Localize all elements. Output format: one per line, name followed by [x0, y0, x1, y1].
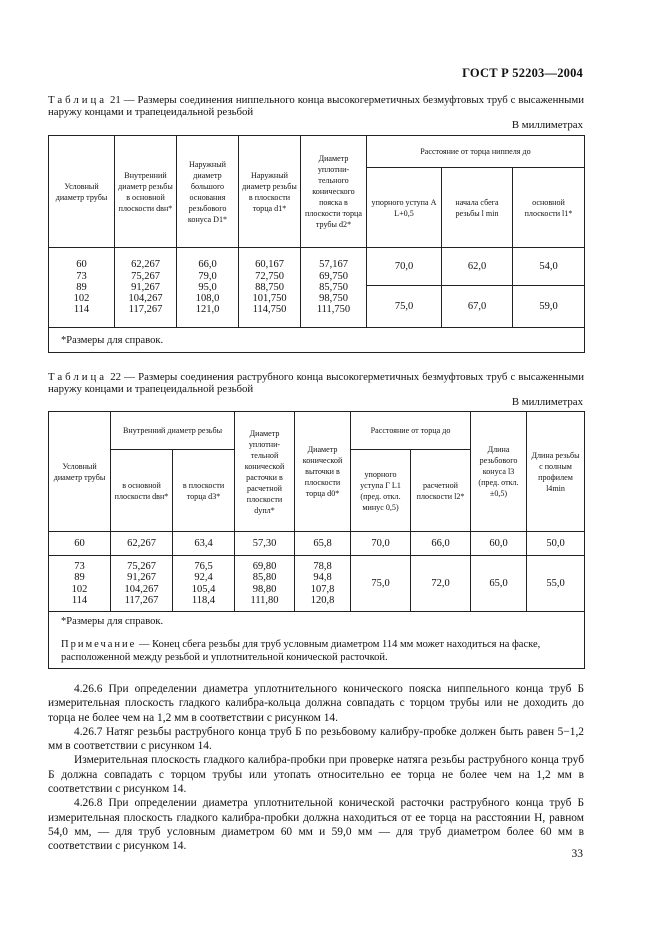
t22-header-dist-calc: расчетной плоскости l2*: [411, 450, 471, 532]
t22-groove-4: 120,8: [310, 594, 335, 606]
t22-seal-bore-3: 98,80: [252, 583, 277, 595]
t22-inner-base-1: 75,267: [127, 561, 156, 573]
paragraph-4-26-8: 4.26.8 При определении диаметра уплотнительной конической расточки раструбного конца труб Б измерительная плоскость гладкого калибра-пробки должна находиться от ее торца на расстоянии Н, равном 54,0 мм, — для труб условным диаметром 60 мм и 59,0 мм — для труб диаметром более 60 мм в соответствии с рисунком 14.: [48, 797, 584, 853]
t22-inner-base-3: 104,267: [124, 583, 159, 595]
table22-caption-text: 22 — Размеры соединения раструбного конца высокогерметичных безмуфтовых труб с высаженными наружу концами и трапецеидальной резьбой: [48, 371, 584, 395]
t22-seal-bore-1: 69,80: [252, 561, 277, 573]
t21-inner-4: 104,267: [128, 293, 163, 305]
t21-header-inner: Внутренний диаметр резьбы в основной плоскости dвн*: [115, 136, 177, 248]
t22-row60-nominal: 60: [49, 532, 111, 556]
t22-inner-end-1: 76,5: [194, 561, 213, 573]
t21-header-nominal: Условный диаметр трубы: [49, 136, 115, 248]
paragraph-4-26-6: 4.26.6 При определении диаметра уплотнительного конического пояска ниппельного конца труб Б измерительная плоскость гладкого калибра-кольца должна совпадать с торцом трубы или не доходить до торца не более чем на 1,2 мм в соответствии с рисунком 14.: [48, 683, 584, 724]
table22: [48, 411, 585, 669]
t22-header-inner-group: Внутренний диаметр резьбы: [111, 412, 235, 450]
t22-row60-groove: 65,8: [295, 532, 351, 556]
t21-outer-base-5: 121,0: [195, 304, 220, 316]
t22-nominal-2: 89: [74, 572, 85, 584]
t22-header-dist-shoulder: упорного уступа Г L1 (пред. откл. минус 0,5): [351, 450, 411, 532]
t22-group-full-len: 55,0: [527, 556, 585, 612]
t22-nominal-3: 102: [71, 583, 88, 595]
table21-caption-label: Таблица: [48, 94, 108, 106]
t22-inner-end-2: 92,4: [194, 572, 213, 584]
t22-nominal-4: 114: [71, 594, 88, 606]
t22-group-seal-bore: [235, 556, 295, 612]
t21-shoulder-2: 75,0: [367, 286, 442, 328]
t21-seal-1: 57,167: [319, 259, 348, 271]
t21-col-seal: [301, 248, 367, 328]
table21-units: В миллиметрах: [511, 119, 583, 131]
t22-notes: [49, 612, 585, 669]
t21-outer-end-5: 114,750: [252, 304, 287, 316]
t22-group-nominal: [49, 556, 111, 612]
t22-row60-seal-bore: 57,30: [235, 532, 295, 556]
t21-inner-2: 75,267: [131, 270, 160, 282]
standard-header: ГОСТ Р 52203—2004: [462, 66, 583, 80]
t22-row60-calc: 66,0: [411, 532, 471, 556]
t21-outer-base-2: 79,0: [198, 270, 217, 282]
t22-nominal-1: 73: [74, 561, 85, 573]
t22-row60-full-len: 50,0: [527, 532, 585, 556]
t21-nominal-1: 60: [76, 259, 87, 271]
t22-inner-base-4: 117,267: [124, 594, 159, 606]
t21-seal-4: 98,750: [319, 293, 348, 305]
t21-header-outer-end: Наружный диаметр резьбы в плоскости торца d1*: [239, 136, 301, 248]
t21-nominal-2: 73: [76, 270, 87, 282]
t22-seal-bore-2: 85,80: [252, 572, 277, 584]
t22-inner-base-2: 91,267: [127, 572, 156, 584]
t22-inner-end-3: 105,4: [191, 583, 216, 595]
t22-group-inner-base: [111, 556, 173, 612]
t21-outer-base-3: 95,0: [198, 281, 217, 293]
table21: [48, 135, 585, 353]
t21-outer-end-1: 60,167: [255, 259, 284, 271]
t21-base-1: 54,0: [513, 248, 585, 286]
t22-row60-shoulder: 70,0: [351, 532, 411, 556]
table22-units: В миллиметрах: [511, 396, 583, 408]
t22-groove-3: 107,8: [310, 583, 335, 595]
table21-caption-text: 21 — Размеры соединения ниппельного конца высокогерметичных безмуфтовых труб с высаженными наружу концами и трапецеидальной резьбой: [48, 94, 584, 118]
t22-row60-inner-end: 63,4: [173, 532, 235, 556]
t22-header-full-len: Длина резьбы с полным профилем l4min: [527, 412, 585, 532]
t22-note-text: — Конец сбега резьбы для труб условным диаметром 114 мм может находиться на фаске, расположенной между резьбой и уплотнительной конической расточкой.: [61, 639, 541, 663]
t22-header-inner-base: в основной плоскости dвн*: [111, 450, 173, 532]
table21-caption: [48, 94, 584, 118]
t22-group-calc: 72,0: [411, 556, 471, 612]
paragraph-4-26-7-cont: Измерительная плоскость гладкого калибра-пробки при проверке натяга резьбы раструбного конца труб Б должна совпадать с торцом трубы или утопать относительно ее торца не более чем на 1,2 мм в соответствии с рисунком 14.: [48, 754, 584, 796]
t21-col-outer-end: [239, 248, 301, 328]
t21-header-seal: Диаметр уплотни-тельного конического пояска в плоскости торца трубы d2*: [301, 136, 367, 248]
t21-seal-2: 69,750: [319, 270, 348, 282]
t22-header-seal-bore: Диаметр уплотни-тельной конической расточки в расчетной плоскости dупл*: [235, 412, 295, 532]
t22-note-label: Примечание: [61, 639, 137, 650]
t21-runout-2: 67,0: [442, 286, 513, 328]
t21-shoulder-1: 70,0: [367, 248, 442, 286]
t21-outer-end-2: 72,750: [255, 270, 284, 282]
t21-outer-end-3: 88,750: [255, 281, 284, 293]
t21-seal-5: 111,750: [316, 304, 351, 316]
t21-outer-base-1: 66,0: [198, 259, 217, 271]
t21-header-outer-base: Наружный диаметр большого основания резьбового конуса D1*: [177, 136, 239, 248]
t22-header-inner-end: в плоскости торца d3*: [173, 450, 235, 532]
t21-outer-end-4: 101,750: [252, 293, 287, 305]
t21-outer-base-4: 108,0: [195, 293, 220, 305]
t21-footnote: *Размеры для справок.: [49, 328, 585, 353]
t22-note: [61, 639, 572, 664]
t22-header-nominal: Условный диаметр трубы: [49, 412, 111, 532]
t21-inner-3: 91,267: [131, 281, 160, 293]
t22-footnote: *Размеры для справок.: [61, 616, 164, 627]
t21-col-outer-base: [177, 248, 239, 328]
t21-nominal-5: 114: [73, 304, 90, 316]
t21-header-dist-shoulder: упорного уступа А L+0,5: [367, 168, 442, 248]
t22-group-inner-end: [173, 556, 235, 612]
t22-row60-cone-len: 60,0: [471, 532, 527, 556]
t21-base-2: 59,0: [513, 286, 585, 328]
t21-nominal-4: 102: [73, 293, 90, 305]
t21-col-inner: [115, 248, 177, 328]
t21-inner-5: 117,267: [128, 304, 163, 316]
t21-header-dist-runout: начала сбега резьбы l min: [442, 168, 513, 248]
table22-caption-label: Таблица: [48, 371, 108, 383]
t22-seal-bore-4: 111,80: [250, 594, 279, 606]
t21-seal-3: 85,750: [319, 281, 348, 293]
t22-group-shoulder: 75,0: [351, 556, 411, 612]
table22-caption: [48, 371, 584, 395]
t21-runout-1: 62,0: [442, 248, 513, 286]
paragraph-4-26-7: 4.26.7 Натяг резьбы раструбного конца труб Б по резьбовому калибру-пробке должен быть равен 5−1,2 мм в соответствии с рисунком 14.: [48, 725, 584, 753]
t22-header-cone-len: Длина резьбового конуса l3 (пред. откл. ±0,5): [471, 412, 527, 532]
t22-header-groove: Диаметр конической выточки в плоскости торца d0*: [295, 412, 351, 532]
t21-col-nominal: [49, 248, 115, 328]
t22-row60-inner-base: 62,267: [111, 532, 173, 556]
body-paragraphs: [48, 682, 584, 854]
page-number: 33: [571, 848, 583, 860]
t22-groove-1: 78,8: [313, 561, 332, 573]
t22-group-cone-len: 65,0: [471, 556, 527, 612]
t22-header-distance-group: Расстояние от торца до: [351, 412, 471, 450]
t21-header-distance-group: Расстояние от торца ниппеля до: [367, 136, 585, 168]
t22-inner-end-4: 118,4: [191, 594, 216, 606]
t21-header-dist-base: основной плоскости l1*: [513, 168, 585, 248]
t21-inner-1: 62,267: [131, 259, 160, 271]
t21-nominal-3: 89: [76, 281, 87, 293]
t22-groove-2: 94,8: [313, 572, 332, 584]
t22-group-groove: [295, 556, 351, 612]
